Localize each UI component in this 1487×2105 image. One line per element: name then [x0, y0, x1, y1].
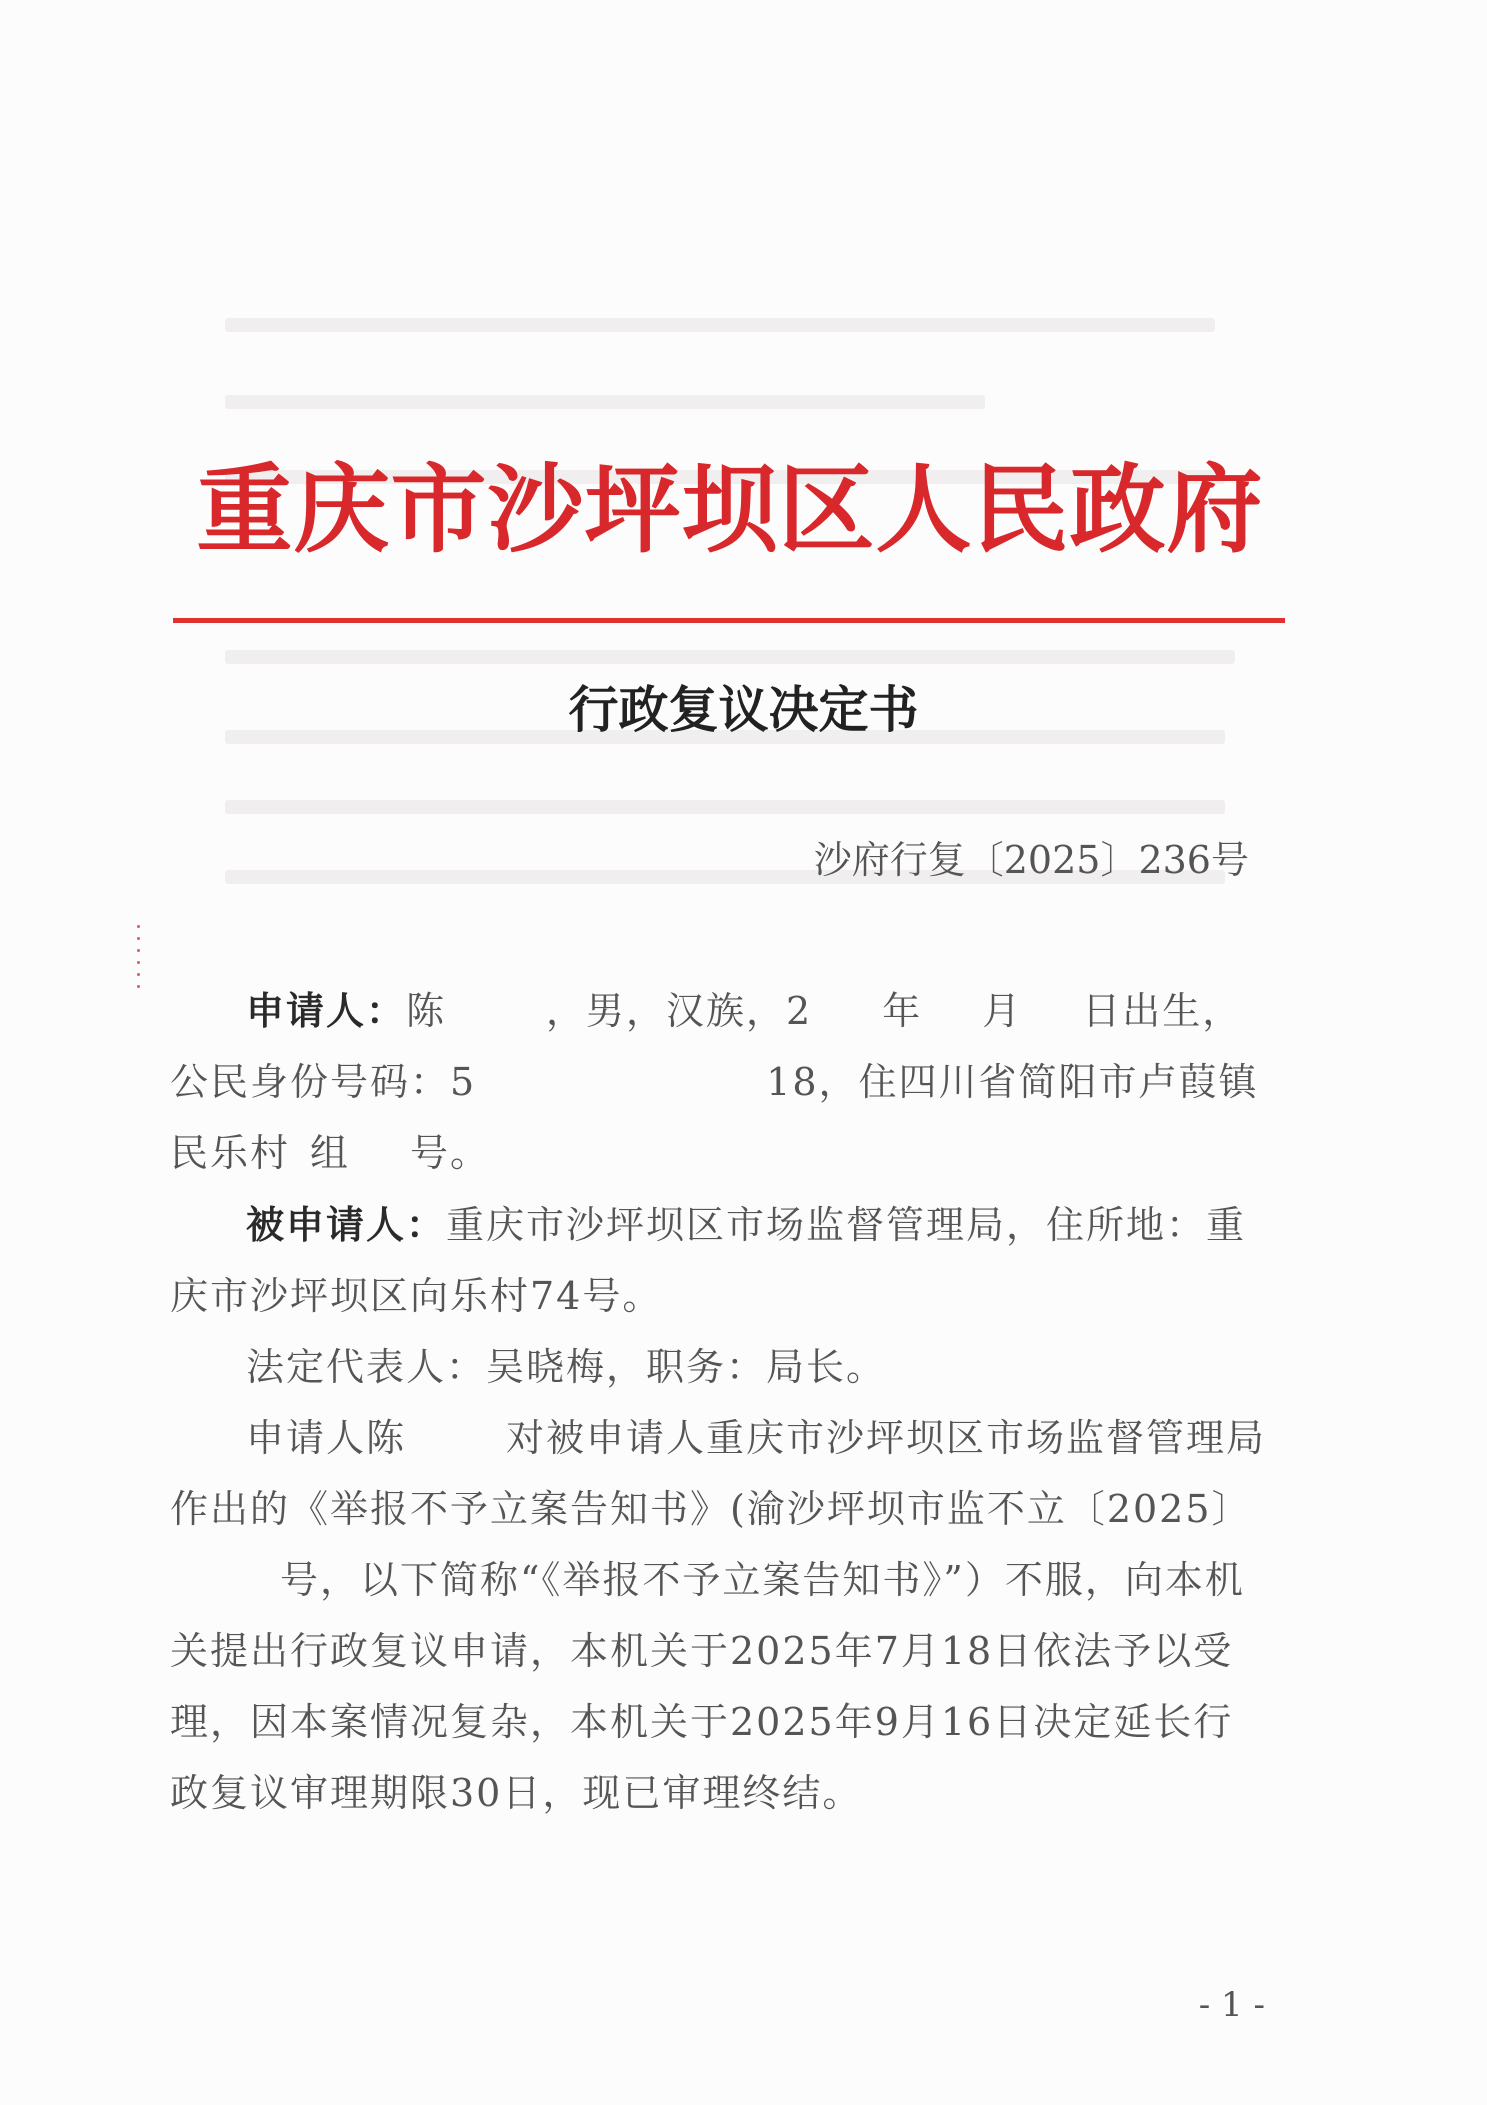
respondent-label: 被申请人： — [246, 1202, 447, 1247]
bleed-through-line — [225, 650, 1235, 664]
case-text: 对被申请人重庆市沙坪坝区市场监督管理局作出的《举报不予立案告知书》(渝沙坪坝市监不立〔2025〕 — [170, 1416, 1267, 1531]
case-intro-paragraph — [170, 1403, 1270, 1829]
legal-representative-paragraph: 法定代表人：吴晓梅，职务：局长。 — [246, 1345, 887, 1389]
respondent-paragraph — [170, 1189, 1270, 1332]
applicant-text: 18，住四川省简阳市卢葭镇民乐村 — [170, 1060, 1259, 1175]
redaction — [922, 992, 982, 1038]
redaction — [446, 992, 546, 1038]
red-header-rule — [173, 618, 1285, 623]
case-text: 申请人陈 — [246, 1416, 407, 1460]
applicant-text: 月 — [982, 989, 1023, 1033]
redaction — [1022, 992, 1082, 1038]
redaction — [170, 1561, 280, 1607]
bleed-through-line — [225, 395, 985, 409]
applicant-paragraph — [170, 975, 1270, 1189]
issuer-header: 重庆市沙坪坝区人民政府 — [196, 453, 1264, 566]
applicant-text: 组 — [310, 1131, 351, 1175]
applicant-text: ，男，汉族，2 — [546, 989, 813, 1033]
redaction — [350, 1134, 410, 1180]
redaction — [476, 1063, 766, 1109]
document-number: 沙府行复〔2025〕236号 — [813, 838, 1249, 882]
redaction — [812, 992, 882, 1038]
bleed-through-line — [225, 800, 1225, 814]
applicant-text: 日出生，公民身份号码：5 — [170, 989, 1243, 1104]
respondent-text: 重庆市沙坪坝区市场监督管理局，住所地：重庆市沙坪坝区向乐村74号。 — [170, 1203, 1247, 1318]
bleed-through-line — [225, 318, 1215, 332]
redaction — [406, 1419, 506, 1465]
redaction — [290, 1134, 310, 1180]
margin-dots — [137, 925, 143, 1005]
applicant-name: 陈 — [406, 989, 447, 1033]
applicant-label: 申请人： — [246, 988, 407, 1033]
document-body — [170, 975, 1270, 1829]
applicant-text: 号。 — [410, 1131, 491, 1175]
document-title: 行政复议决定书 — [568, 680, 919, 739]
case-text: 号，以下简称“《举报不予立案告知书》”）不服，向本机关提出行政复议申请，本机关于2025年7月18日依法予以受理，因本案情况复杂，本机关于2025年9月16日决定延长行政复议审理期限30日，现已审理终结。 — [170, 1558, 1245, 1815]
applicant-text: 年 — [882, 989, 923, 1033]
page-number: - 1 - — [1198, 1985, 1265, 2025]
